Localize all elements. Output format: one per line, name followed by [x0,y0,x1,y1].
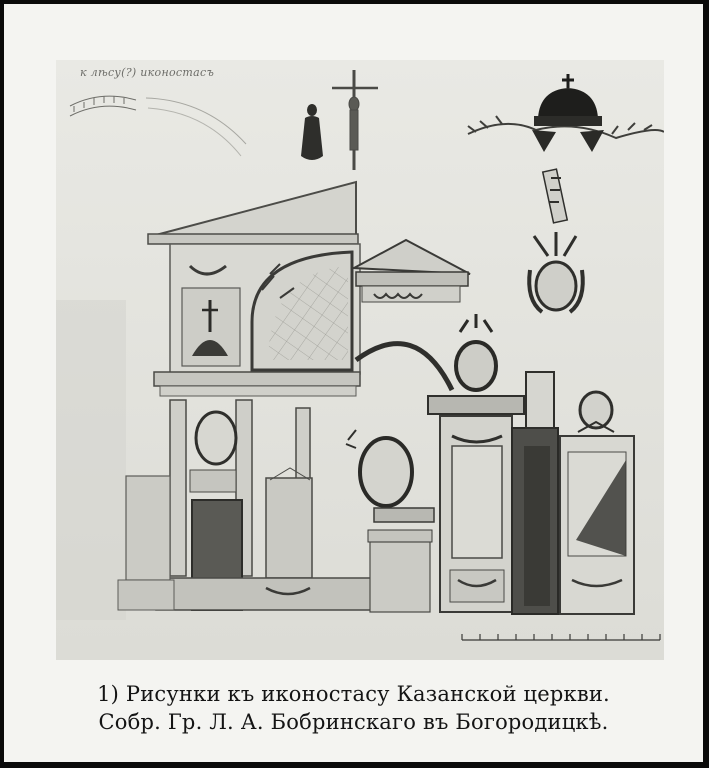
pencil-annotation: к лѣсу(?) иконостасъ [80,66,215,79]
drawing-plate [56,60,664,660]
iconostasis-drawing [56,60,664,660]
caption-line-2: Собр. Гр. Л. А. Бобринскаго въ Богородицкѣ. [98,710,609,734]
page [4,4,703,762]
caption-line-1: 1) Рисунки къ иконостасу Казанской церкви. [97,682,610,706]
